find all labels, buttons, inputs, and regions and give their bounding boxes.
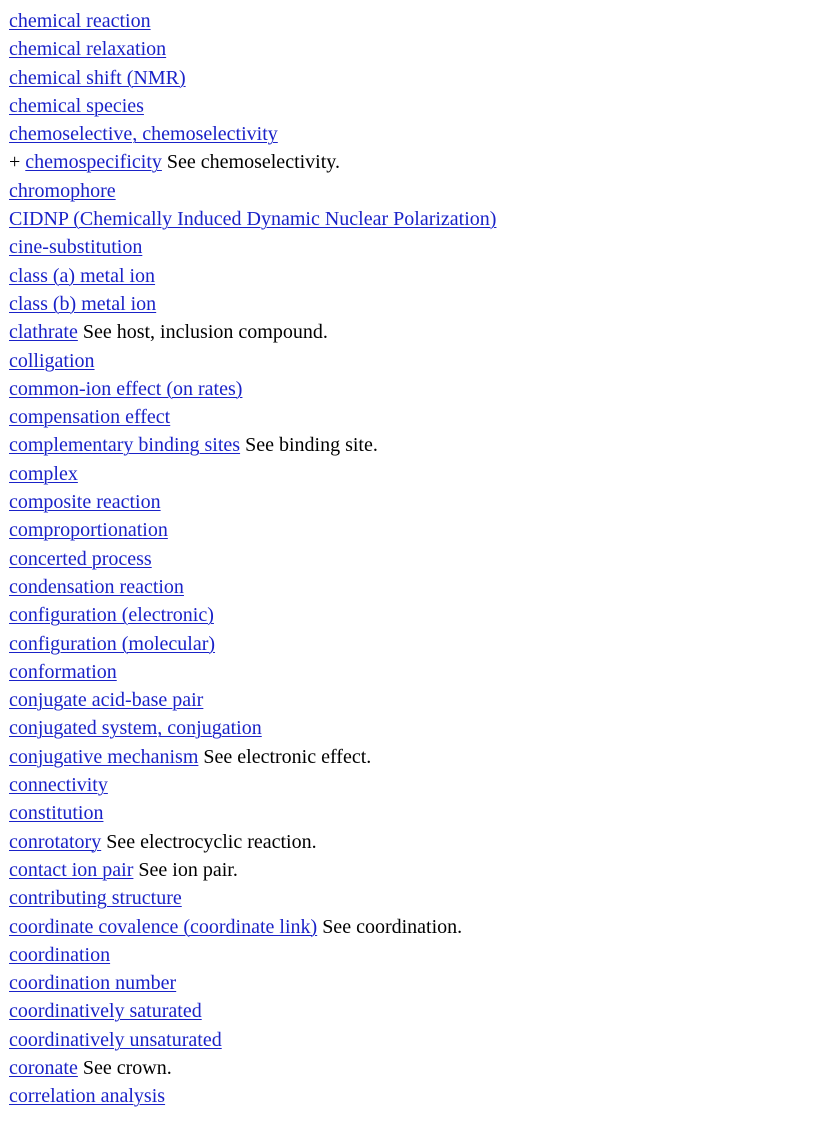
term-link[interactable]: coordinate covalence (coordinate link): [9, 915, 318, 938]
glossary-entry: [9, 686, 496, 714]
glossary-entry: [9, 290, 496, 318]
see-also-note: See electrocyclic reaction.: [101, 830, 317, 853]
term-link[interactable]: correlation analysis: [9, 1085, 166, 1108]
term-link[interactable]: conrotatory: [9, 830, 102, 853]
term-link[interactable]: chemospecificity: [25, 151, 162, 174]
term-link[interactable]: comproportionation: [9, 519, 168, 542]
term-link[interactable]: class (a) metal ion: [9, 264, 156, 287]
see-also-note: See coordination.: [317, 915, 463, 938]
glossary-entry: [9, 601, 496, 629]
see-also-note: See binding site.: [240, 434, 378, 457]
glossary-entry: [9, 658, 496, 686]
glossary-entry: [9, 941, 496, 969]
glossary-entry: [9, 743, 496, 771]
term-link[interactable]: complementary binding sites: [9, 434, 241, 457]
term-link[interactable]: composite reaction: [9, 491, 161, 514]
term-link[interactable]: chemical reaction: [9, 10, 151, 32]
term-link[interactable]: class (b) metal ion: [9, 292, 157, 315]
glossary-entry: [9, 64, 496, 92]
term-link[interactable]: chromophore: [9, 179, 116, 202]
glossary-entry: [9, 92, 496, 120]
term-link[interactable]: coordination number: [9, 972, 177, 995]
term-link[interactable]: conjugated system, conjugation: [9, 717, 262, 740]
glossary-entry: [9, 771, 496, 799]
term-link[interactable]: coronate: [9, 1056, 78, 1079]
glossary-entry: [9, 460, 496, 488]
term-link[interactable]: CIDNP (Chemically Induced Dynamic Nuclear Polarization): [9, 208, 497, 231]
see-also-note: See crown.: [77, 1056, 172, 1079]
glossary-entry: [9, 431, 496, 459]
term-link[interactable]: connectivity: [9, 774, 108, 797]
glossary-entry: [9, 969, 496, 997]
glossary-entry: [9, 35, 496, 63]
term-link[interactable]: complex: [9, 462, 78, 485]
see-also-note: See electronic effect.: [198, 745, 372, 768]
glossary-entry: [9, 828, 496, 856]
glossary-entry: [9, 120, 496, 148]
glossary-entry: [9, 148, 496, 176]
term-link[interactable]: concerted process: [9, 547, 152, 570]
glossary-entry: [9, 799, 496, 827]
glossary-entry: [9, 1082, 496, 1110]
glossary-entry: [9, 630, 496, 658]
glossary-entry: [9, 233, 496, 261]
term-link[interactable]: clathrate: [9, 321, 78, 344]
term-link[interactable]: contact ion pair: [9, 858, 134, 881]
term-link[interactable]: constitution: [9, 802, 104, 825]
glossary-entry: [9, 997, 496, 1025]
term-link[interactable]: common-ion effect (on rates): [9, 377, 243, 400]
term-link[interactable]: compensation effect: [9, 406, 171, 429]
term-link[interactable]: chemoselective, chemoselectivity: [9, 123, 278, 146]
term-link[interactable]: coordinatively unsaturated: [9, 1028, 222, 1051]
term-link[interactable]: coordinatively saturated: [9, 1000, 202, 1023]
term-link[interactable]: conformation: [9, 660, 117, 683]
entry-prefix-marker: +: [9, 151, 26, 174]
term-link[interactable]: conjugate acid-base pair: [9, 689, 204, 712]
glossary-entry: [9, 545, 496, 573]
term-link[interactable]: chemical species: [9, 94, 144, 117]
glossary-entry: [9, 884, 496, 912]
glossary-entry: [9, 177, 496, 205]
glossary-entry: [9, 7, 496, 35]
glossary-entry: [9, 1026, 496, 1054]
glossary-entry: [9, 488, 496, 516]
term-link[interactable]: condensation reaction: [9, 575, 184, 598]
term-link[interactable]: configuration (molecular): [9, 632, 216, 655]
see-also-note: See chemoselectivity.: [161, 151, 340, 174]
glossary-entry: [9, 347, 496, 375]
glossary-entry: [9, 403, 496, 431]
glossary-entry: [9, 205, 496, 233]
term-link[interactable]: chemical shift (NMR): [9, 66, 186, 89]
glossary-entry: [9, 1054, 496, 1082]
glossary-entry: [9, 262, 496, 290]
glossary-term-list: [9, 7, 496, 1111]
term-link[interactable]: configuration (electronic): [9, 604, 214, 627]
glossary-entry: [9, 913, 496, 941]
see-also-note: See ion pair.: [133, 858, 238, 881]
glossary-entry: [9, 714, 496, 742]
glossary-entry: [9, 375, 496, 403]
term-link[interactable]: contributing structure: [9, 887, 182, 910]
term-link[interactable]: colligation: [9, 349, 95, 372]
glossary-entry: [9, 318, 496, 346]
term-link[interactable]: chemical relaxation: [9, 38, 167, 61]
glossary-entry: [9, 573, 496, 601]
term-link[interactable]: conjugative mechanism: [9, 745, 199, 768]
term-link[interactable]: coordination: [9, 943, 111, 966]
glossary-entry: [9, 516, 496, 544]
glossary-entry: [9, 856, 496, 884]
term-link[interactable]: cine-substitution: [9, 236, 143, 259]
see-also-note: See host, inclusion compound.: [77, 321, 328, 344]
